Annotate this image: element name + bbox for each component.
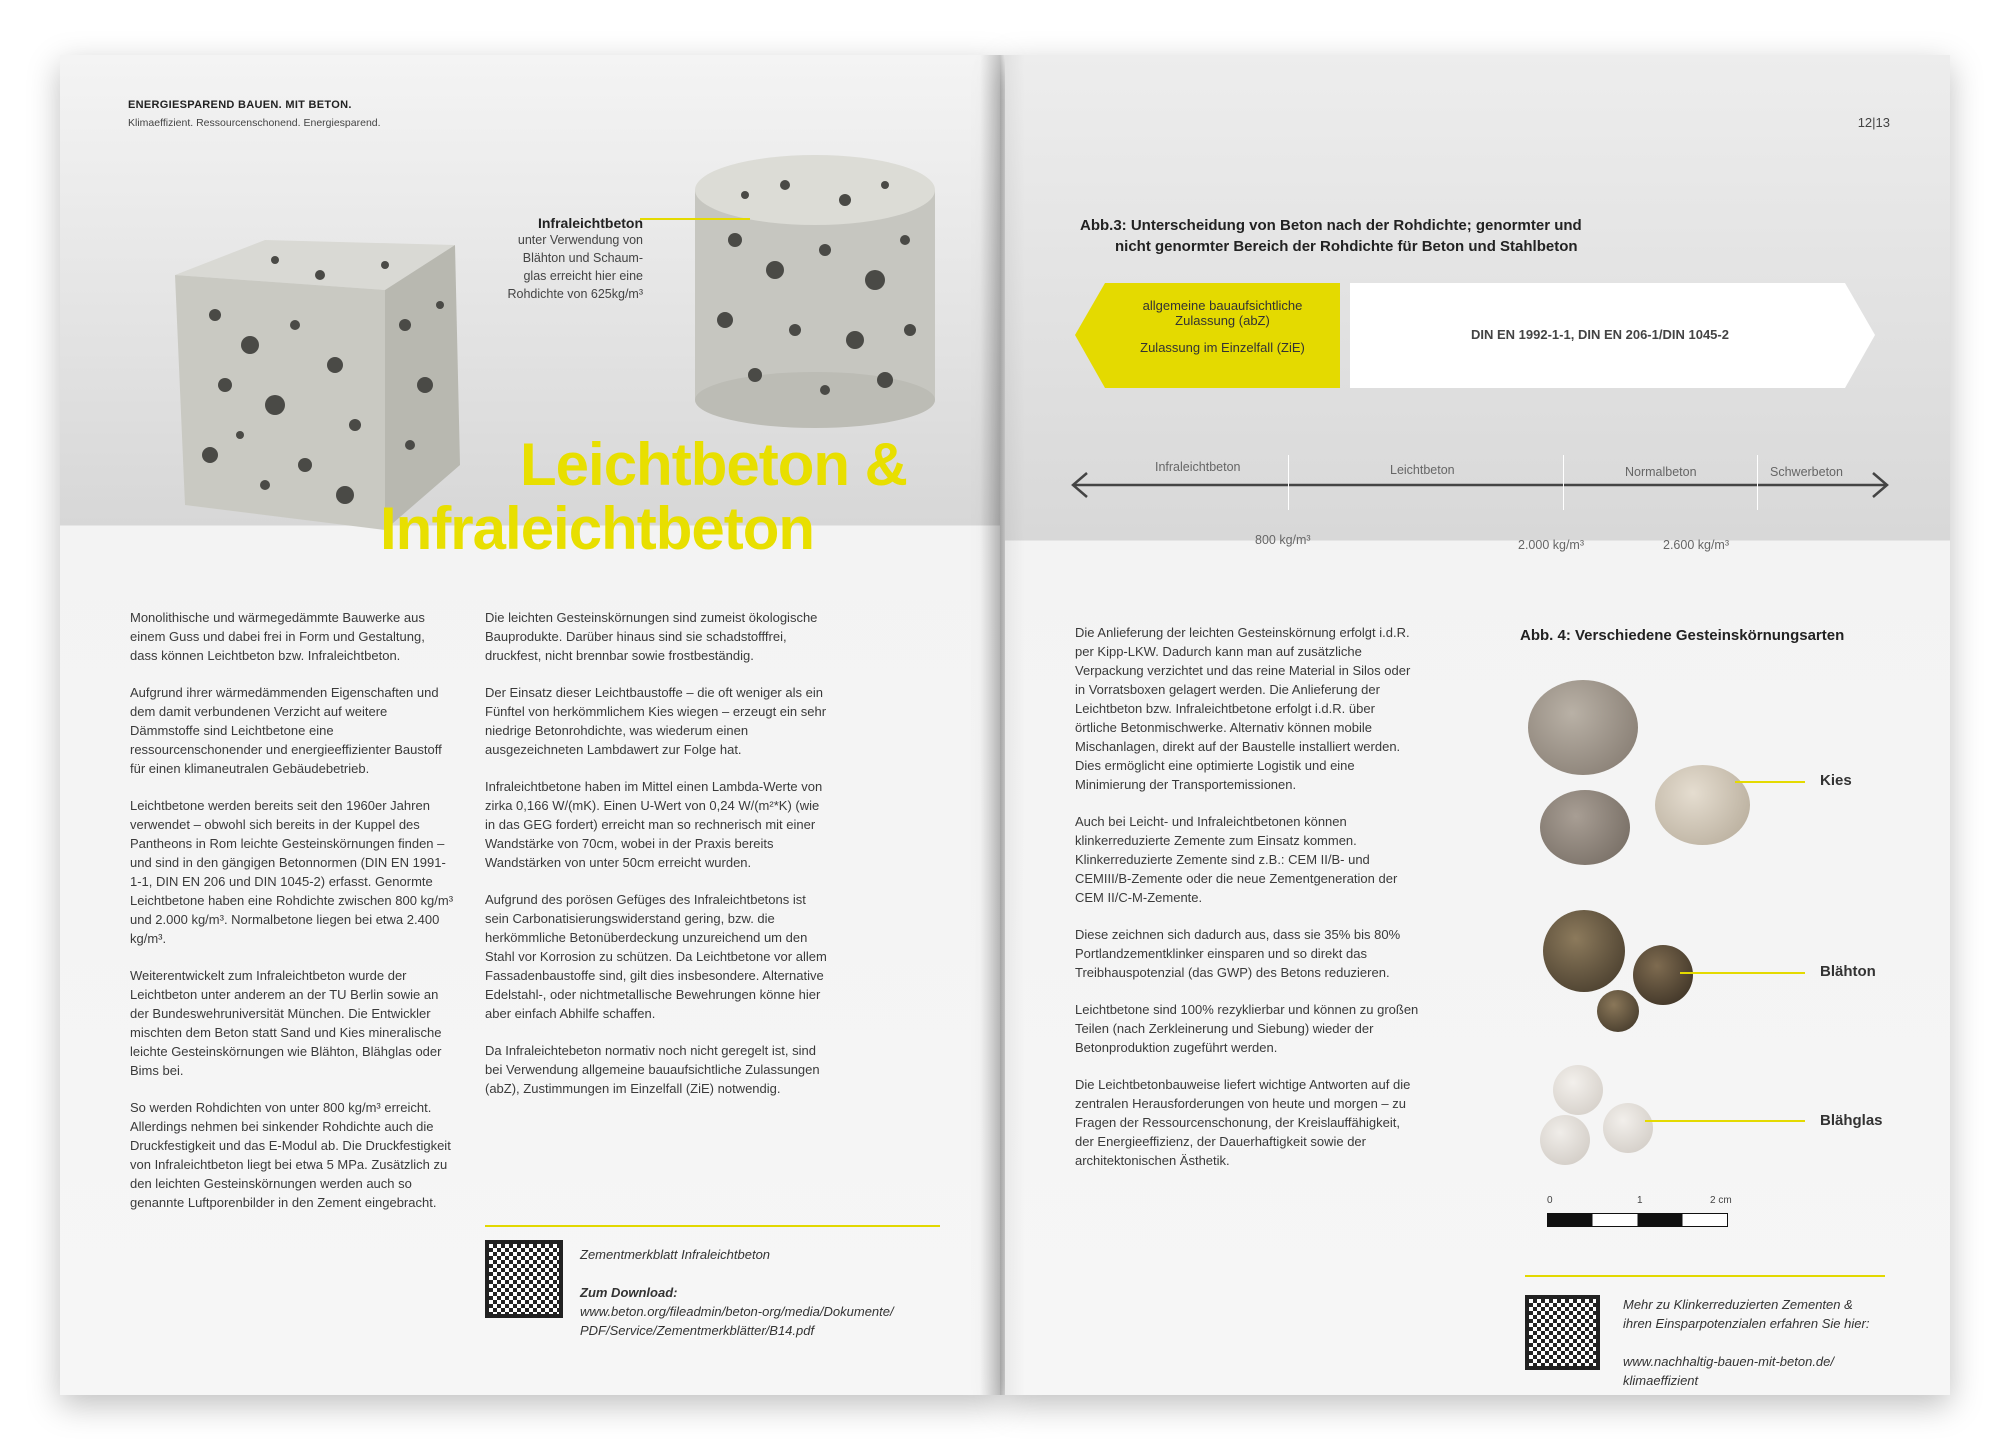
paragraph: Weiterentwickelt zum Infraleichtbeton wurde der Leichtbeton unter anderem an der TU Berlin sowie an der Bundeswehruniversität München. Die Entwickler mischten dem Beton statt Sand und Kies mineralische leichte Gesteinskörnungen wie Blähton, Blähglas oder Bims bei. <box>130 968 442 1078</box>
blaehton-label: Blähton <box>1820 963 1876 980</box>
paragraph: Auch bei Leicht- und Infraleichtbetonen können klinkerreduzierte Zemente zum Einsatz kommen. Klinkerreduzierte Zemente sind z.B.: CEM II/B- und CEMIII/B-Zemente oder die neue Zementgeneration der CEM II/C-M-Zemente. <box>1075 814 1398 905</box>
fig3-title-line1: Abb.3: Unterscheidung von Beton nach der Rohdichte; genormter und <box>1080 217 1582 234</box>
caption-line: unter Verwendung von <box>517 233 643 247</box>
blaehglas-ball <box>1540 1115 1590 1165</box>
paragraph: Infraleichtbetone haben im Mittel einen Lambda-Werte von zirka 0,166 W/(mK). Einen U-Wert von 0,24 W/(m²*K) (wie in das GEG fordert) erreicht man so rechnerisch mit einer Wandstärke von 70cm, wobei in der Praxis bereits Wandstärken von unter 50cm erreicht wurden. <box>485 779 823 870</box>
scale-tick-label: 2 cm <box>1710 1195 1732 1206</box>
right-page <box>1005 55 1950 1395</box>
left-page <box>60 55 1000 1395</box>
kies-stone <box>1528 680 1638 775</box>
blaehglas-leader-line <box>1645 1120 1805 1122</box>
caption-leader-line <box>640 218 750 220</box>
caption-line: Blähton und Schaum- <box>522 251 643 265</box>
paragraph: Der Einsatz dieser Leichtbaustoffe – die oft weniger als ein Fünftel von herkömmlichem Kies wiegen – erzeugt ein sehr niedrige Betonrohdichte, was wiederum einen ausgezeichneten Lambdawert zur Folge hat. <box>485 685 827 757</box>
paragraph: Aufgrund ihrer wärmedämmenden Eigenschaften und dem damit verbundenen Verzicht auf weitere Dämmstoffe sind Leichtbetone eine ressourcenschonender und energieeffizienter Baustoff für einen klimaneutralen Gebäudebetrieb. <box>130 685 442 776</box>
blaehton-ball <box>1633 945 1693 1005</box>
caption-line: Rohdichte von 625kg/m³ <box>507 287 643 301</box>
text-column-1 <box>130 608 455 1230</box>
scale-bar <box>1547 1213 1732 1229</box>
paragraph: Die Leichtbetonbauweise liefert wichtige Antworten auf die zentralen Herausforderungen von heute und morgen – zu Fragen der Ressourcenschonung, der Kreislauffähigkeit, der Energieeffizienz, der Dauerhaftigkeit sowie der architektonischen Ästhetik. <box>1075 1077 1411 1168</box>
paragraph: Diese zeichnen sich dadurch aus, dass sie 35% bis 80% Portlandzementklinker einsparen und so direkt das Treibhauspotenzial (das GWP) des Betons reduzieren. <box>1075 927 1401 980</box>
qr-url-line[interactable]: www.beton.org/fileadmin/beton-org/media/Dokumente/ <box>580 1304 894 1319</box>
threshold-label: 800 kg/m³ <box>1255 533 1311 547</box>
qr-code[interactable] <box>485 1240 563 1318</box>
yellow-line: Zulassung (abZ) <box>1175 313 1270 328</box>
yellow-line: allgemeine bauaufsichtliche <box>1142 298 1303 313</box>
header-subtitle: Klimaeffizient. Ressourcenschonend. Energiesparend. <box>128 117 381 129</box>
threshold-label: 2.600 kg/m³ <box>1663 538 1730 552</box>
qr-url-line[interactable]: PDF/Service/Zementmerkblätter/B14.pdf <box>580 1323 815 1338</box>
photo-caption <box>445 215 643 303</box>
category-label: Schwerbeton <box>1770 465 1843 479</box>
page-number: 12|13 <box>1857 115 1890 130</box>
kies-stone <box>1655 765 1750 845</box>
divider <box>485 1225 940 1227</box>
threshold-label: 2.000 kg/m³ <box>1518 538 1585 552</box>
blaehglas-ball <box>1603 1103 1653 1153</box>
din-norms-label: DIN EN 1992-1-1, DIN EN 206-1/DIN 1045-2 <box>1471 327 1729 342</box>
blaehglas-ball <box>1553 1065 1603 1115</box>
blaehton-ball <box>1543 910 1625 992</box>
caption-title: Infraleichtbeton <box>537 215 643 231</box>
kies-leader-line <box>1735 781 1805 783</box>
paragraph: So werden Rohdichten von unter 800 kg/m³ erreicht. Allerdings nehmen bei sinkender Rohdichte auch die Druckfestigkeit und das E-Modul ab. Die Druckfestigkeit von Infraleichtbeton liegt bei etwa 5 MPa. Zusätzlich zu den leichten Gesteinskörnungen werden auch so genannte Luftporenbilder in den Zement eingebracht. <box>130 1100 451 1210</box>
text-column-2 <box>485 608 830 1116</box>
category-label: Normalbeton <box>1625 465 1697 479</box>
qr-url-line[interactable]: klimaeffizient <box>1623 1373 1699 1388</box>
category-label: Infraleichtbeton <box>1155 460 1241 474</box>
qr-code[interactable] <box>1525 1295 1600 1370</box>
qr-line: Mehr zu Klinkerreduzierten Zementen & <box>1623 1297 1853 1312</box>
paragraph: Leichtbetone werden bereits seit den 1960er Jahren verwendet – obwohl sich bereits in der Kuppel des Pantheons in Rom leichte Gesteinskörnungen finden – und sind in den gängigen Betonnormen (DIN EN 1991-1-1, DIN EN 206 und DIN 1045-2) erfasst. Genormte Leichtbetone haben eine Rohdichte zwischen 800 kg/m³ und 2.000 kg/m³. Normalbetone liegen bei etwa 2.400 kg/m³. <box>130 798 454 946</box>
headline-line2: Infraleichtbeton <box>380 495 815 562</box>
kies-label: Kies <box>1820 772 1852 789</box>
paragraph: Die leichten Gesteinskörnungen sind zumeist ökologische Bauprodukte. Darüber hinaus sind sie schadstofffrei, druckfest, nicht brennbar sowie frostbeständig. <box>485 610 818 663</box>
qr-title: Zementmerkblatt Infraleichtbeton <box>580 1247 771 1262</box>
qr-note <box>580 1245 940 1340</box>
paragraph: Leichtbetone sind 100% rezyklierbar und können zu großen Teilen (nach Zerkleinerung und Siebung) wieder der Betonproduktion zugeführt werden. <box>1075 1002 1419 1055</box>
qr-note <box>1623 1295 1903 1390</box>
fig4-title: Abb. 4: Verschiedene Gesteinskörnungsarten <box>1520 627 1845 644</box>
paragraph: Da Infraleichtebeton normativ noch nicht geregelt ist, sind bei Verwendung allgemeine bauaufsichtliche Zulassungen (abZ), Zustimmungen im Einzelfall (ZiE) notwendig. <box>485 1043 820 1096</box>
headline-line1: Leichtbeton & <box>520 431 907 498</box>
blaehton-ball <box>1597 990 1639 1032</box>
scale-tick-label: 1 <box>1637 1195 1643 1206</box>
axis-tick <box>1757 455 1758 510</box>
axis-tick <box>1288 455 1289 510</box>
header-title: ENERGIESPAREND BAUEN. MIT BETON. <box>128 99 352 111</box>
qr-url-line[interactable]: www.nachhaltig-bauen-mit-beton.de/ <box>1623 1354 1835 1369</box>
blaehton-leader-line <box>1680 972 1805 974</box>
fig3-title-line2: nicht genormter Bereich der Rohdichte für Beton und Stahlbeton <box>1115 238 1578 255</box>
caption-line: glas erreicht hier eine <box>523 269 643 283</box>
paragraph: Monolithische und wärmegedämmte Bauwerke aus einem Guss und dabei frei in Form und Gestaltung, dass können Leichtbeton bzw. Infraleichtbeton. <box>130 610 425 663</box>
blaehglas-label: Blähglas <box>1820 1112 1883 1129</box>
kies-stone <box>1540 790 1630 865</box>
axis-tick <box>1563 455 1564 510</box>
right-text-column <box>1075 623 1420 1188</box>
yellow-box-text <box>1105 298 1340 355</box>
category-label: Leichtbeton <box>1390 463 1455 477</box>
paragraph: Die Anlieferung der leichten Gesteinskörnung erfolgt i.d.R. per Kipp-LKW. Dadurch kann man auf zusätzliche Verpackung verzichtet und das reine Material in Silos oder in Vorratsboxen gelagert werden. Die Anlieferung der Leichtbeton bzw. Infraleichtbetone erfolgt i.d.R. über örtliche Betonmischwerke. Alternativ können mobile Mischanlagen, direkt auf der Baustelle installiert werden. Dies ermöglicht eine optimierte Logistik und eine Minimierung der Transportemissionen. <box>1075 625 1411 792</box>
divider <box>1525 1275 1885 1277</box>
cylinder-photo <box>665 130 965 440</box>
qr-line: ihren Einsparpotenzialen erfahren Sie hier: <box>1623 1316 1870 1331</box>
qr-download-label: Zum Download: <box>580 1285 678 1300</box>
yellow-line: Zulassung im Einzelfall (ZiE) <box>1140 340 1305 355</box>
scale-tick-label: 0 <box>1547 1195 1553 1206</box>
paragraph: Aufgrund des porösen Gefüges des Infraleichtbetons ist sein Carbonatisierungswiderstand gering, bzw. die herkömmliche Betonüberdeckung unzureichend um den Stahl vor Korrosion zu schützen. Da Leichtbetone vor allem Fassadenbaustoffe sind, gilt dies insbesondere. Alternative Edelstahl-, oder nichtmetallische Bewehrungen könne hier aber einfach Abhilfe schaffen. <box>485 892 827 1021</box>
